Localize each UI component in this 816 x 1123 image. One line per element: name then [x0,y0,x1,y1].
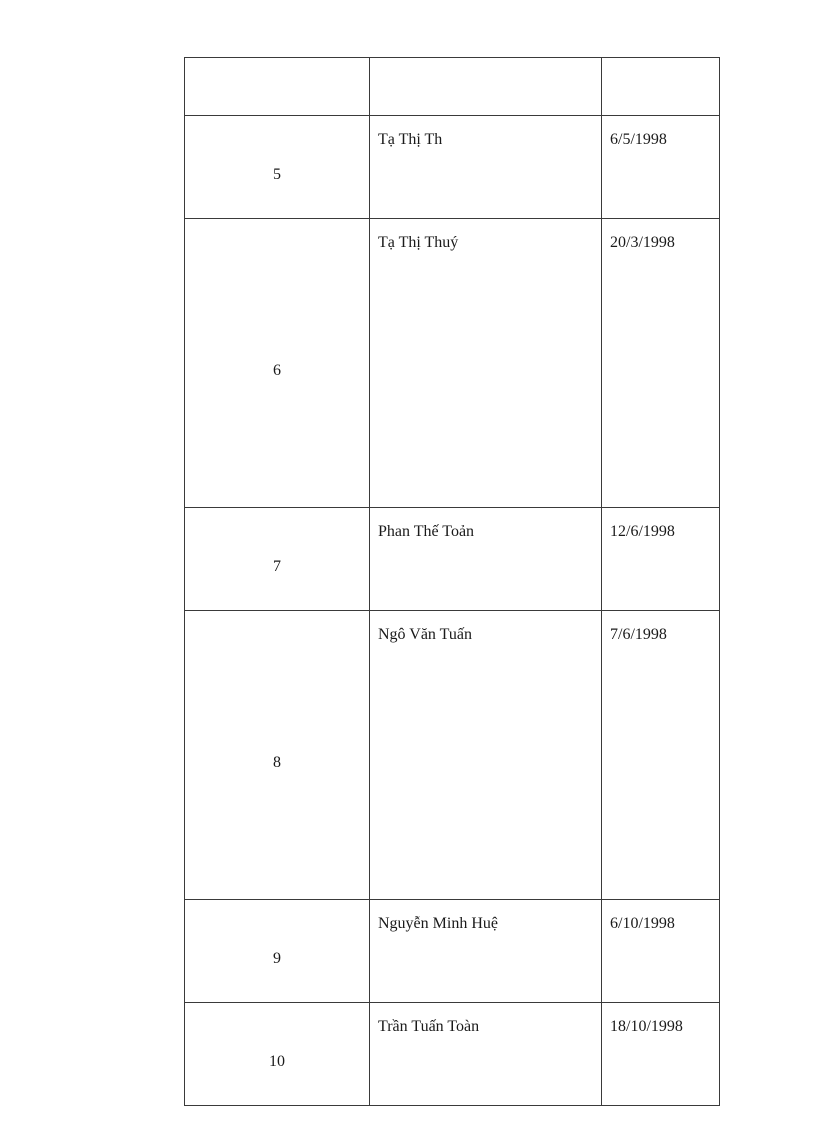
student-name: Tạ Thị Thuý [370,219,602,508]
row-number: 5 [273,166,281,183]
row-number-cell [185,900,370,1003]
table-row [185,1003,720,1106]
row-number-cell [185,611,370,900]
row-number-cell [185,116,370,219]
row-number: 6 [273,362,281,379]
student-table [184,57,720,1106]
header-cell-date [602,58,720,116]
row-number: 10 [269,1053,285,1070]
header-cell-name [370,58,602,116]
student-name: Tạ Thị Th [370,116,602,219]
table-row [185,900,720,1003]
header-cell-stt [185,58,370,116]
birth-date: 6/10/1998 [602,900,720,1003]
birth-date: 12/6/1998 [602,508,720,611]
row-number-cell [185,219,370,508]
birth-date: 18/10/1998 [602,1003,720,1106]
row-number: 8 [273,754,281,771]
student-name: Nguyễn Minh Huệ [370,900,602,1003]
student-name: Ngô Văn Tuấn [370,611,602,900]
table-row [185,219,720,508]
student-name: Phan Thế Toản [370,508,602,611]
birth-date: 7/6/1998 [602,611,720,900]
table-row [185,611,720,900]
row-number-cell [185,1003,370,1106]
row-number: 9 [273,950,281,967]
row-number-cell [185,508,370,611]
birth-date: 20/3/1998 [602,219,720,508]
table-row [185,508,720,611]
table-row [185,116,720,219]
birth-date: 6/5/1998 [602,116,720,219]
student-name: Trần Tuấn Toàn [370,1003,602,1106]
table-header-row [185,58,720,116]
row-number: 7 [273,558,281,575]
